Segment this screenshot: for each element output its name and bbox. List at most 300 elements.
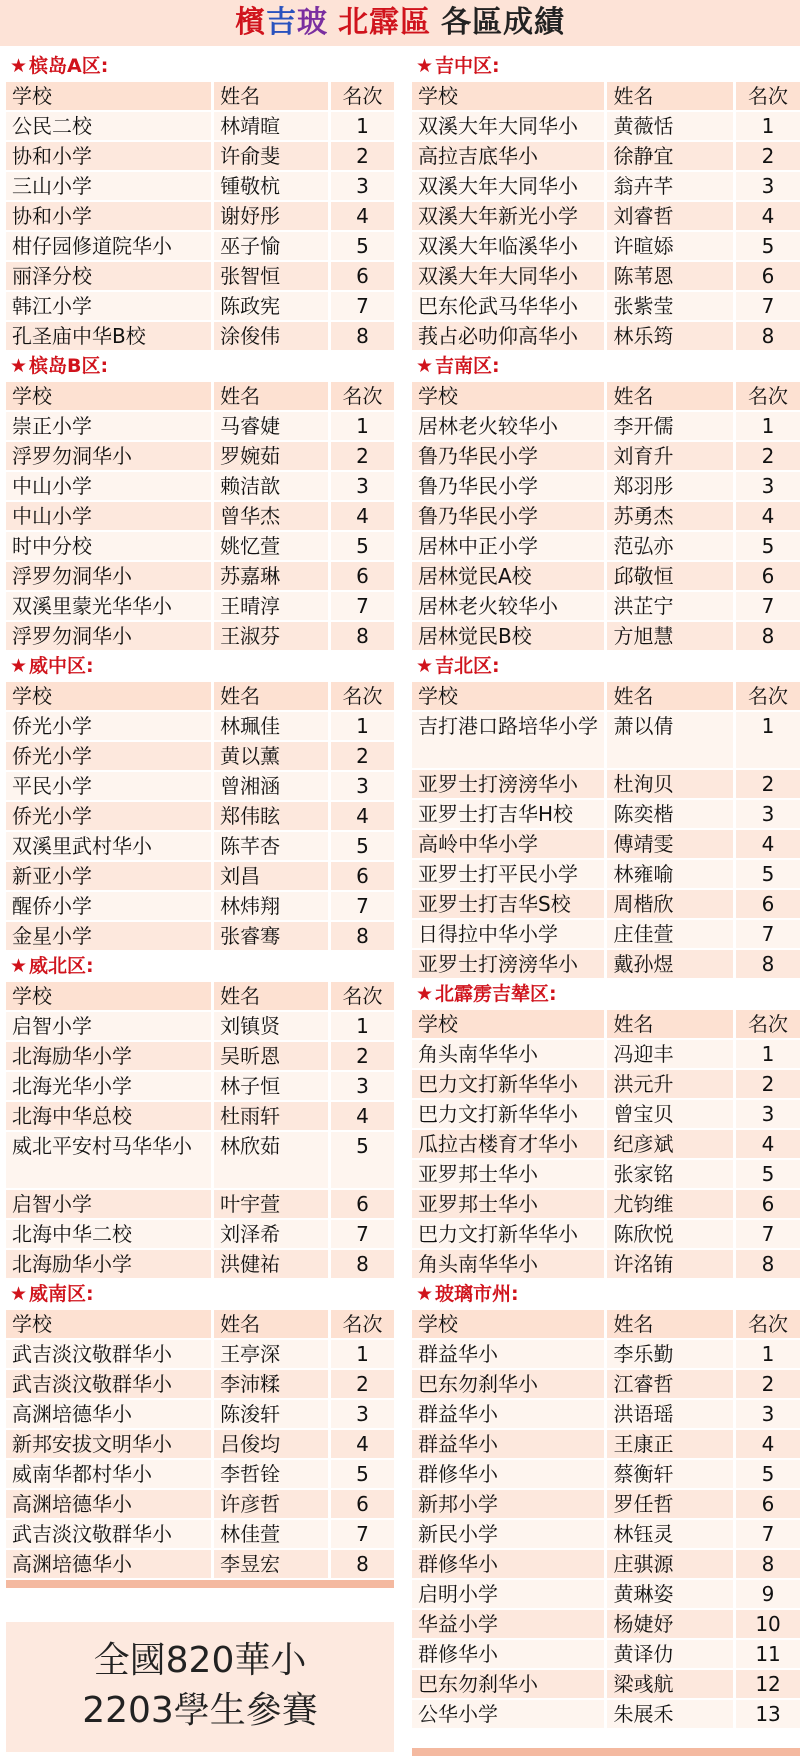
district-section [412, 652, 800, 980]
rank-cell: 3 [733, 800, 800, 828]
school-cell: 吉打港口路培华小学 [412, 712, 604, 768]
header-name: 姓名 [604, 1310, 733, 1338]
student-name-cell: 赖洁歆 [211, 472, 328, 500]
table-row [412, 1550, 800, 1578]
school-cell: 侨光小学 [6, 802, 211, 830]
table-row [412, 1490, 800, 1518]
student-name-cell: 洪芷宁 [604, 592, 733, 620]
rank-cell: 1 [328, 712, 394, 740]
student-name-cell: 吴昕恩 [211, 1042, 328, 1070]
school-cell: 高岭中华小学 [412, 830, 604, 858]
student-name-cell: 杨婕妤 [604, 1610, 733, 1638]
rank-cell: 7 [328, 892, 394, 920]
student-name-cell: 翁卉芊 [604, 172, 733, 200]
table-row [412, 532, 800, 560]
section-title [6, 1280, 394, 1308]
rank-cell: 2 [328, 442, 394, 470]
school-cell: 群益华小 [412, 1400, 604, 1428]
student-name-cell: 杜洵贝 [604, 770, 733, 798]
table-row [412, 1220, 800, 1248]
table-row [6, 142, 394, 170]
page-title [235, 5, 565, 40]
table-row [6, 202, 394, 230]
results-table [412, 80, 800, 352]
title-part: 北霹區 [338, 5, 431, 40]
rank-cell: 4 [328, 1430, 394, 1458]
student-name-cell: 梁彧航 [604, 1670, 733, 1698]
school-cell: 高渊培德华小 [6, 1490, 211, 1518]
rank-cell: 8 [328, 1550, 394, 1578]
rank-cell: 3 [328, 772, 394, 800]
results-table [6, 80, 394, 352]
student-name-cell: 涂俊伟 [211, 322, 328, 350]
school-cell: 武吉淡汶敬群华小 [6, 1340, 211, 1368]
school-cell: 时中分校 [6, 532, 211, 560]
student-name-cell: 林乐筠 [604, 322, 733, 350]
student-name-cell: 黄薇恬 [604, 112, 733, 140]
table-row [6, 232, 394, 260]
header-school: 学校 [6, 982, 211, 1010]
table-row [6, 772, 394, 800]
student-name-cell: 张睿骞 [211, 922, 328, 950]
table-row [412, 1130, 800, 1158]
results-table [412, 1308, 800, 1730]
table-row [412, 412, 800, 440]
table-header-row [6, 1310, 394, 1338]
school-cell: 武吉淡汶敬群华小 [6, 1520, 211, 1548]
student-name-cell: 杜雨轩 [211, 1102, 328, 1130]
table-header-row [6, 382, 394, 410]
student-name-cell: 戴孙煜 [604, 950, 733, 978]
school-cell: 高渊培德华小 [6, 1400, 211, 1428]
header-school: 学校 [412, 82, 604, 110]
school-cell: 协和小学 [6, 202, 211, 230]
student-name-cell: 陈芊杏 [211, 832, 328, 860]
header-school: 学校 [6, 682, 211, 710]
rank-cell: 11 [733, 1640, 800, 1668]
header-rank: 名次 [733, 1310, 800, 1338]
table-row [412, 1430, 800, 1458]
header-rank: 名次 [733, 1010, 800, 1038]
summary-line-schools: 全國820華小 [93, 1640, 307, 1681]
school-cell: 浮罗勿洞华小 [6, 622, 211, 650]
student-name-cell: 傅靖雯 [604, 830, 733, 858]
student-name-cell: 苏嘉琳 [211, 562, 328, 590]
student-name-cell: 王康正 [604, 1430, 733, 1458]
student-name-cell: 姚忆萱 [211, 532, 328, 560]
school-cell: 新民小学 [412, 1520, 604, 1548]
results-table [6, 680, 394, 952]
table-header-row [6, 82, 394, 110]
district-section [6, 52, 394, 352]
header-rank: 名次 [733, 382, 800, 410]
school-cell: 双溪大年大同华小 [412, 112, 604, 140]
rank-cell: 5 [328, 532, 394, 560]
district-section [6, 352, 394, 652]
school-cell: 鲁乃华民小学 [412, 502, 604, 530]
rank-cell: 9 [733, 1580, 800, 1608]
title-part: 檳 [235, 5, 266, 40]
school-cell: 双溪大年大同华小 [412, 262, 604, 290]
school-cell: 鲁乃华民小学 [412, 472, 604, 500]
school-cell: 威北平安村马华华小 [6, 1132, 211, 1188]
table-row [6, 562, 394, 590]
student-name-cell: 王淑芬 [211, 622, 328, 650]
rank-cell: 7 [733, 1220, 800, 1248]
table-row [6, 1430, 394, 1458]
table-row [6, 1102, 394, 1130]
table-row [412, 1340, 800, 1368]
table-row [6, 322, 394, 350]
student-name-cell: 范弘亦 [604, 532, 733, 560]
rank-cell: 3 [328, 1400, 394, 1428]
rank-cell: 6 [733, 890, 800, 918]
section-title-text: 槟岛A区: [29, 55, 109, 77]
right-divider [412, 1748, 800, 1756]
table-row [412, 1700, 800, 1728]
district-section [412, 352, 800, 652]
star-icon: ★ [416, 1283, 434, 1305]
school-cell: 崇正小学 [6, 412, 211, 440]
table-row [6, 1072, 394, 1100]
table-row [6, 292, 394, 320]
header-rank: 名次 [733, 682, 800, 710]
section-title [6, 652, 394, 680]
table-row [412, 232, 800, 260]
table-row [412, 592, 800, 620]
header-rank: 名次 [733, 82, 800, 110]
table-row [412, 442, 800, 470]
table-row [412, 920, 800, 948]
student-name-cell: 刘育升 [604, 442, 733, 470]
table-row [6, 262, 394, 290]
school-cell: 浮罗勿洞华小 [6, 562, 211, 590]
rank-cell: 4 [328, 202, 394, 230]
rank-cell: 1 [733, 412, 800, 440]
rank-cell: 2 [733, 1370, 800, 1398]
table-row [412, 322, 800, 350]
table-header-row [6, 982, 394, 1010]
rank-cell: 6 [328, 562, 394, 590]
student-name-cell: 罗任哲 [604, 1490, 733, 1518]
table-row [6, 1520, 394, 1548]
rank-cell: 8 [733, 322, 800, 350]
student-name-cell: 江睿哲 [604, 1370, 733, 1398]
table-row [6, 442, 394, 470]
student-name-cell: 许洺铕 [604, 1250, 733, 1278]
header-banner [0, 0, 800, 46]
student-name-cell: 林炜翔 [211, 892, 328, 920]
rank-cell: 6 [328, 262, 394, 290]
student-name-cell: 巫子愉 [211, 232, 328, 260]
table-row [6, 1550, 394, 1578]
rank-cell: 4 [733, 830, 800, 858]
rank-cell: 8 [328, 1250, 394, 1278]
school-cell: 华益小学 [412, 1610, 604, 1638]
school-cell: 双溪里蒙光华华小 [6, 592, 211, 620]
school-cell: 居林老火较华小 [412, 412, 604, 440]
header-school: 学校 [6, 1310, 211, 1338]
school-cell: 醒侨小学 [6, 892, 211, 920]
rank-cell: 2 [733, 142, 800, 170]
star-icon: ★ [416, 55, 434, 77]
district-section [6, 652, 394, 952]
student-name-cell: 萧以倩 [604, 712, 733, 768]
rank-cell: 13 [733, 1700, 800, 1728]
student-name-cell: 陈政宪 [211, 292, 328, 320]
title-part: 玻 [297, 5, 328, 40]
school-cell: 北海励华小学 [6, 1042, 211, 1070]
school-cell: 中山小学 [6, 502, 211, 530]
section-title [412, 980, 800, 1008]
student-name-cell: 王晴淳 [211, 592, 328, 620]
student-name-cell: 谢妤彤 [211, 202, 328, 230]
table-row [6, 1460, 394, 1488]
student-name-cell: 林子恒 [211, 1072, 328, 1100]
table-row [412, 142, 800, 170]
school-cell: 金星小学 [6, 922, 211, 950]
school-cell: 巴力文打新华华小 [412, 1220, 604, 1248]
school-cell: 北海中华二校 [6, 1220, 211, 1248]
header-school: 学校 [412, 682, 604, 710]
rank-cell: 5 [733, 532, 800, 560]
student-name-cell: 锺敬杭 [211, 172, 328, 200]
rank-cell: 2 [328, 742, 394, 770]
student-name-cell: 李哲铨 [211, 1460, 328, 1488]
header-school: 学校 [6, 82, 211, 110]
rank-cell: 5 [328, 1132, 394, 1188]
student-name-cell: 林珮佳 [211, 712, 328, 740]
rank-cell: 7 [328, 292, 394, 320]
table-row [412, 472, 800, 500]
student-name-cell: 李乐勤 [604, 1340, 733, 1368]
school-cell: 启智小学 [6, 1012, 211, 1040]
table-header-row [412, 82, 800, 110]
rank-cell: 5 [328, 232, 394, 260]
header-school: 学校 [412, 382, 604, 410]
table-row [6, 1220, 394, 1248]
table-row [6, 412, 394, 440]
table-row [6, 112, 394, 140]
school-cell: 居林觉民B校 [412, 622, 604, 650]
school-cell: 亚罗士打吉华S校 [412, 890, 604, 918]
rank-cell: 8 [733, 622, 800, 650]
rank-cell: 6 [328, 862, 394, 890]
rank-cell: 3 [733, 172, 800, 200]
student-name-cell: 蔡衡轩 [604, 1460, 733, 1488]
header-school: 学校 [412, 1010, 604, 1038]
student-name-cell: 庄骐源 [604, 1550, 733, 1578]
title-part: 各區成績 [441, 5, 565, 40]
student-name-cell: 林佳萱 [211, 1520, 328, 1548]
district-section [6, 952, 394, 1280]
school-cell: 群修华小 [412, 1550, 604, 1578]
left-column [6, 52, 394, 1580]
section-title [6, 52, 394, 80]
table-header-row [6, 682, 394, 710]
school-cell: 新邦小学 [412, 1490, 604, 1518]
header-school: 学校 [412, 1310, 604, 1338]
student-name-cell: 王亭深 [211, 1340, 328, 1368]
table-row [6, 1490, 394, 1518]
table-header-row [412, 1010, 800, 1038]
rank-cell: 1 [328, 1340, 394, 1368]
section-title-text: 吉北区: [435, 655, 500, 677]
table-row [412, 1070, 800, 1098]
table-row [412, 950, 800, 978]
school-cell: 巴东勿刹华小 [412, 1370, 604, 1398]
rank-cell: 7 [733, 592, 800, 620]
rank-cell: 2 [328, 142, 394, 170]
student-name-cell: 李开儒 [604, 412, 733, 440]
district-section [412, 1280, 800, 1730]
header-name: 姓名 [604, 82, 733, 110]
student-name-cell: 刘镇贤 [211, 1012, 328, 1040]
table-row [412, 562, 800, 590]
school-cell: 瓜拉古楼育才华小 [412, 1130, 604, 1158]
student-name-cell: 许暄婖 [604, 232, 733, 260]
rank-cell: 6 [733, 1190, 800, 1218]
table-row [412, 1190, 800, 1218]
school-cell: 亚罗士打滂滂华小 [412, 770, 604, 798]
table-row [6, 802, 394, 830]
student-name-cell: 林雍喻 [604, 860, 733, 888]
student-name-cell: 林欣茹 [211, 1132, 328, 1188]
section-title [412, 52, 800, 80]
student-name-cell: 曾湘涵 [211, 772, 328, 800]
section-title-text: 吉南区: [435, 355, 500, 377]
table-row [412, 262, 800, 290]
table-row [6, 172, 394, 200]
student-name-cell: 洪语瑶 [604, 1400, 733, 1428]
student-name-cell: 刘泽希 [211, 1220, 328, 1248]
section-title [412, 352, 800, 380]
table-row [412, 172, 800, 200]
section-title-text: 威南区: [29, 1283, 94, 1305]
student-name-cell: 洪健祐 [211, 1250, 328, 1278]
table-row [412, 860, 800, 888]
school-cell: 启明小学 [412, 1580, 604, 1608]
rank-cell: 5 [328, 1460, 394, 1488]
rank-cell: 5 [733, 232, 800, 260]
school-cell: 亚罗士打平民小学 [412, 860, 604, 888]
school-cell: 孔圣庙中华B校 [6, 322, 211, 350]
star-icon: ★ [10, 955, 28, 977]
table-row [412, 622, 800, 650]
rank-cell: 6 [328, 1190, 394, 1218]
student-name-cell: 马睿婕 [211, 412, 328, 440]
student-name-cell: 周楷欣 [604, 890, 733, 918]
header-name: 姓名 [604, 382, 733, 410]
school-cell: 居林老火较华小 [412, 592, 604, 620]
rank-cell: 4 [733, 1430, 800, 1458]
student-name-cell: 曾华杰 [211, 502, 328, 530]
title-part: 吉 [266, 5, 297, 40]
header-name: 姓名 [211, 682, 328, 710]
rank-cell: 4 [328, 802, 394, 830]
table-row [6, 742, 394, 770]
rank-cell: 3 [328, 472, 394, 500]
school-cell: 丽泽分校 [6, 262, 211, 290]
header-name: 姓名 [604, 682, 733, 710]
school-cell: 武吉淡汶敬群华小 [6, 1370, 211, 1398]
student-name-cell: 郑伟眩 [211, 802, 328, 830]
rank-cell: 1 [733, 1340, 800, 1368]
rank-cell: 4 [328, 1102, 394, 1130]
table-row [6, 502, 394, 530]
rank-cell: 1 [733, 1040, 800, 1068]
rank-cell: 7 [328, 592, 394, 620]
school-cell: 角头南华华小 [412, 1250, 604, 1278]
table-row [412, 1640, 800, 1668]
table-row [6, 862, 394, 890]
section-title [412, 1280, 800, 1308]
school-cell: 北海中华总校 [6, 1102, 211, 1130]
table-row [412, 1160, 800, 1188]
school-cell: 浮罗勿洞华小 [6, 442, 211, 470]
school-cell: 角头南华华小 [412, 1040, 604, 1068]
header-name: 姓名 [211, 82, 328, 110]
rank-cell: 5 [733, 1160, 800, 1188]
section-title [6, 952, 394, 980]
table-row [412, 1100, 800, 1128]
results-table [412, 1008, 800, 1280]
student-name-cell: 刘睿哲 [604, 202, 733, 230]
table-row [6, 1250, 394, 1278]
student-name-cell: 叶宇萱 [211, 1190, 328, 1218]
student-name-cell: 纪彦斌 [604, 1130, 733, 1158]
school-cell: 群修华小 [412, 1460, 604, 1488]
school-cell: 亚罗士打滂滂华小 [412, 950, 604, 978]
student-name-cell: 罗婉茹 [211, 442, 328, 470]
header-name: 姓名 [211, 382, 328, 410]
participation-summary [6, 1622, 394, 1752]
school-cell: 新邦安拔文明华小 [6, 1430, 211, 1458]
rank-cell: 8 [328, 622, 394, 650]
student-name-cell: 林钰灵 [604, 1520, 733, 1548]
school-cell: 巴东勿刹华小 [412, 1670, 604, 1698]
rank-cell: 7 [733, 292, 800, 320]
student-name-cell: 李沛糅 [211, 1370, 328, 1398]
school-cell: 日得拉中华小学 [412, 920, 604, 948]
school-cell: 侨光小学 [6, 712, 211, 740]
student-name-cell: 许俞斐 [211, 142, 328, 170]
star-icon: ★ [10, 355, 28, 377]
table-row [6, 712, 394, 740]
rank-cell: 3 [328, 172, 394, 200]
table-row [412, 712, 800, 768]
table-row [412, 890, 800, 918]
rank-cell: 10 [733, 1610, 800, 1638]
district-section [412, 52, 800, 352]
rank-cell: 8 [733, 950, 800, 978]
school-cell: 协和小学 [6, 142, 211, 170]
star-icon: ★ [416, 655, 434, 677]
rank-cell: 7 [328, 1520, 394, 1548]
rank-cell: 3 [328, 1072, 394, 1100]
header-name: 姓名 [604, 1010, 733, 1038]
table-row [6, 472, 394, 500]
rank-cell: 1 [328, 112, 394, 140]
star-icon: ★ [10, 655, 28, 677]
rank-cell: 7 [733, 1520, 800, 1548]
school-cell: 公华小学 [412, 1700, 604, 1728]
header-rank: 名次 [328, 682, 394, 710]
student-name-cell: 张智恒 [211, 262, 328, 290]
rank-cell: 2 [733, 442, 800, 470]
rank-cell: 4 [733, 202, 800, 230]
student-name-cell: 洪元升 [604, 1070, 733, 1098]
